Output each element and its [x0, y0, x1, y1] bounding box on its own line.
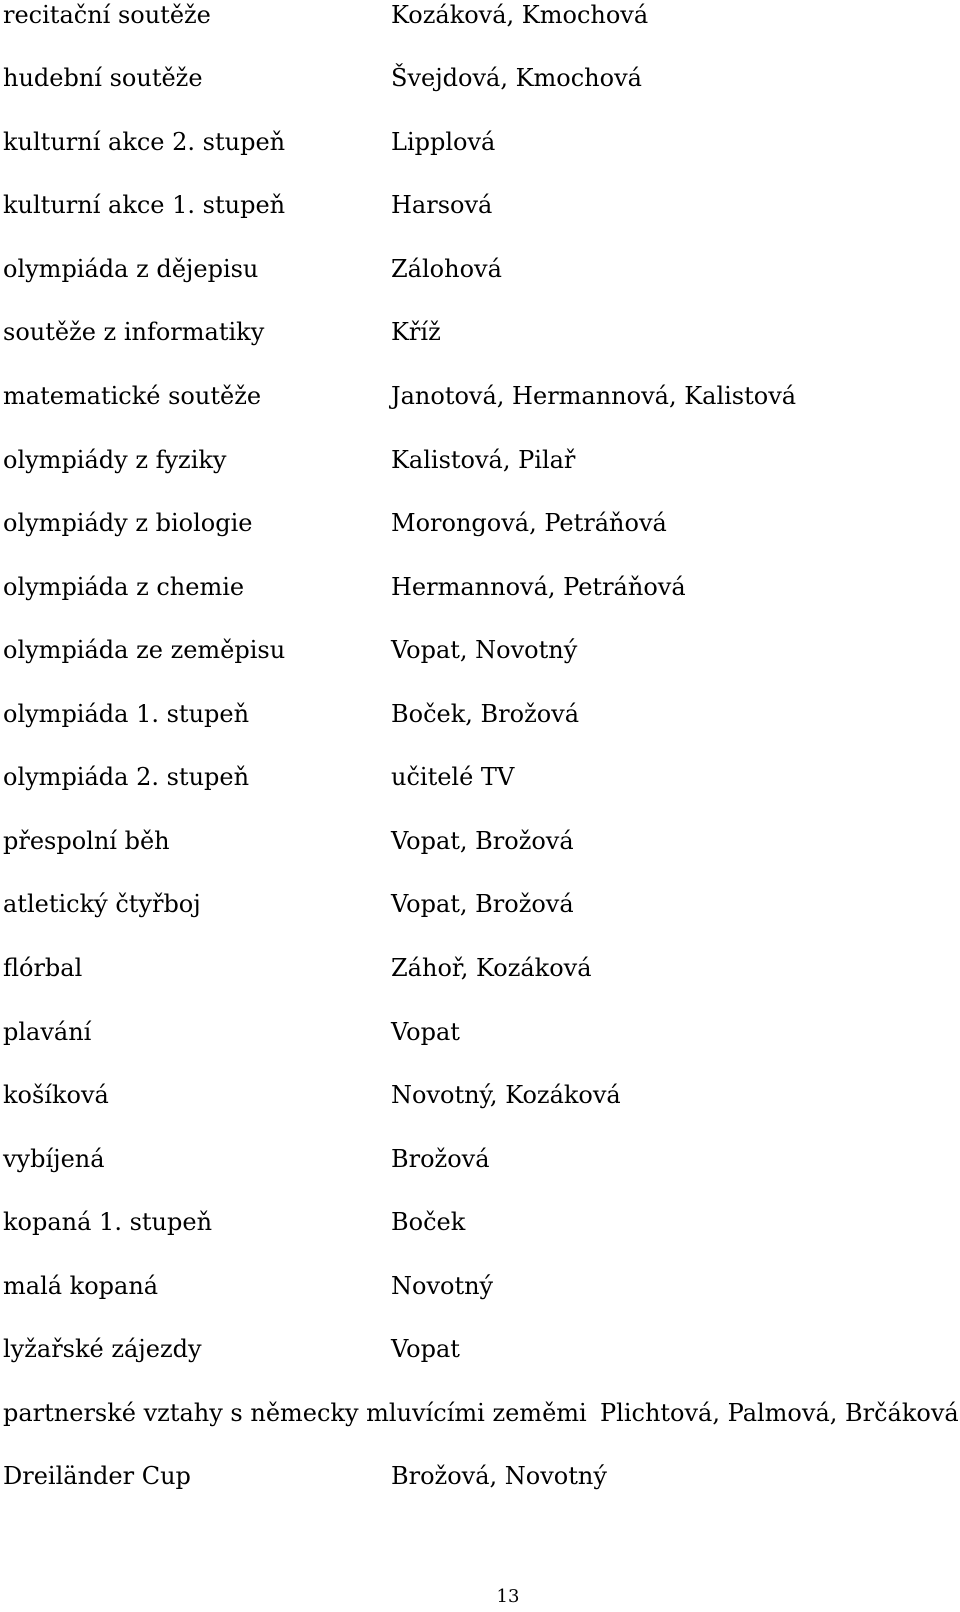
list-item [0, 953, 960, 989]
responsible-persons: Brožová [391, 1145, 490, 1173]
responsible-persons: Morongová, Petráňová [391, 509, 667, 537]
responsible-persons: Vopat [391, 1335, 460, 1363]
list-item [0, 826, 960, 862]
activity-label: kulturní akce 2. stupeň [3, 128, 286, 156]
activity-label: olympiáda 2. stupeň [3, 763, 250, 791]
responsible-persons: Vopat, Brožová [391, 827, 574, 855]
list-item [0, 1017, 960, 1053]
activity-label: matematické soutěže [3, 382, 262, 410]
activity-label: Dreiländer Cup [3, 1462, 191, 1490]
responsible-persons: Brožová, Novotný [391, 1462, 607, 1490]
list-item [0, 508, 960, 544]
list-item [0, 381, 960, 417]
activity-label: recitační soutěže [3, 1, 211, 29]
activity-label: olympiáda ze zeměpisu [3, 636, 286, 664]
responsible-persons: Švejdová, Kmochová [391, 64, 642, 92]
activity-label: olympiády z biologie [3, 509, 253, 537]
activity-label: plavání [3, 1018, 92, 1046]
list-item [0, 1080, 960, 1116]
activity-label: košíková [3, 1081, 109, 1109]
list-item [0, 0, 960, 36]
activity-label: vybíjená [3, 1145, 105, 1173]
responsible-persons: Janotová, Hermannová, Kalistová [391, 382, 797, 410]
responsible-persons: Boček, Brožová [391, 700, 580, 728]
responsible-persons: Kozáková, Kmochová [391, 1, 649, 29]
list-item [0, 445, 960, 481]
activity-label: olympiáda z chemie [3, 573, 245, 601]
activity-label: atletický čtyřboj [3, 890, 201, 918]
activity-label: hudební soutěže [3, 64, 203, 92]
responsible-persons: Hermannová, Petráňová [391, 573, 686, 601]
responsible-persons: Kalistová, Pilař [391, 446, 576, 474]
list-item [0, 699, 960, 735]
activity-label: kopaná 1. stupeň [3, 1208, 213, 1236]
responsible-persons: Lipplová [391, 128, 496, 156]
list-item [0, 254, 960, 290]
list-item [0, 572, 960, 608]
list-item [0, 635, 960, 671]
responsible-persons: Novotný [391, 1272, 494, 1300]
list-item [0, 1207, 960, 1243]
list-item [0, 1398, 960, 1434]
activity-label: partnerské vztahy s německy mluvícími zeměmi [3, 1399, 587, 1427]
activity-label: přespolní běh [3, 827, 170, 855]
list-item [0, 63, 960, 99]
activity-label: olympiáda 1. stupeň [3, 700, 250, 728]
responsible-persons: Vopat, Novotný [391, 636, 578, 664]
activity-label: olympiády z fyziky [3, 446, 227, 474]
responsible-persons: Záhoř, Kozáková [391, 954, 592, 982]
responsible-persons: Novotný, Kozáková [391, 1081, 621, 1109]
responsible-persons: učitelé TV [391, 763, 515, 791]
responsible-persons: Vopat [391, 1018, 460, 1046]
list-item [0, 1461, 960, 1497]
responsible-persons: Plichtová, Palmová, Brčáková [600, 1399, 959, 1427]
responsible-persons: Vopat, Brožová [391, 890, 574, 918]
activity-label: lyžařské zájezdy [3, 1335, 202, 1363]
responsible-persons: Zálohová [391, 255, 502, 283]
list-item [0, 317, 960, 353]
list-item [0, 190, 960, 226]
list-item [0, 1144, 960, 1180]
responsible-persons: Harsová [391, 191, 493, 219]
page-number: 13 [496, 1586, 520, 1607]
activity-label: olympiáda z dějepisu [3, 255, 259, 283]
responsible-persons: Boček [391, 1208, 466, 1236]
list-item [0, 889, 960, 925]
activity-label: kulturní akce 1. stupeň [3, 191, 286, 219]
responsible-persons: Kříž [391, 318, 441, 346]
list-item [0, 762, 960, 798]
list-item [0, 1271, 960, 1307]
list-item [0, 127, 960, 163]
activity-label: malá kopaná [3, 1272, 159, 1300]
activity-label: soutěže z informatiky [3, 318, 265, 346]
activity-label: flórbal [3, 954, 83, 982]
list-item [0, 1334, 960, 1370]
